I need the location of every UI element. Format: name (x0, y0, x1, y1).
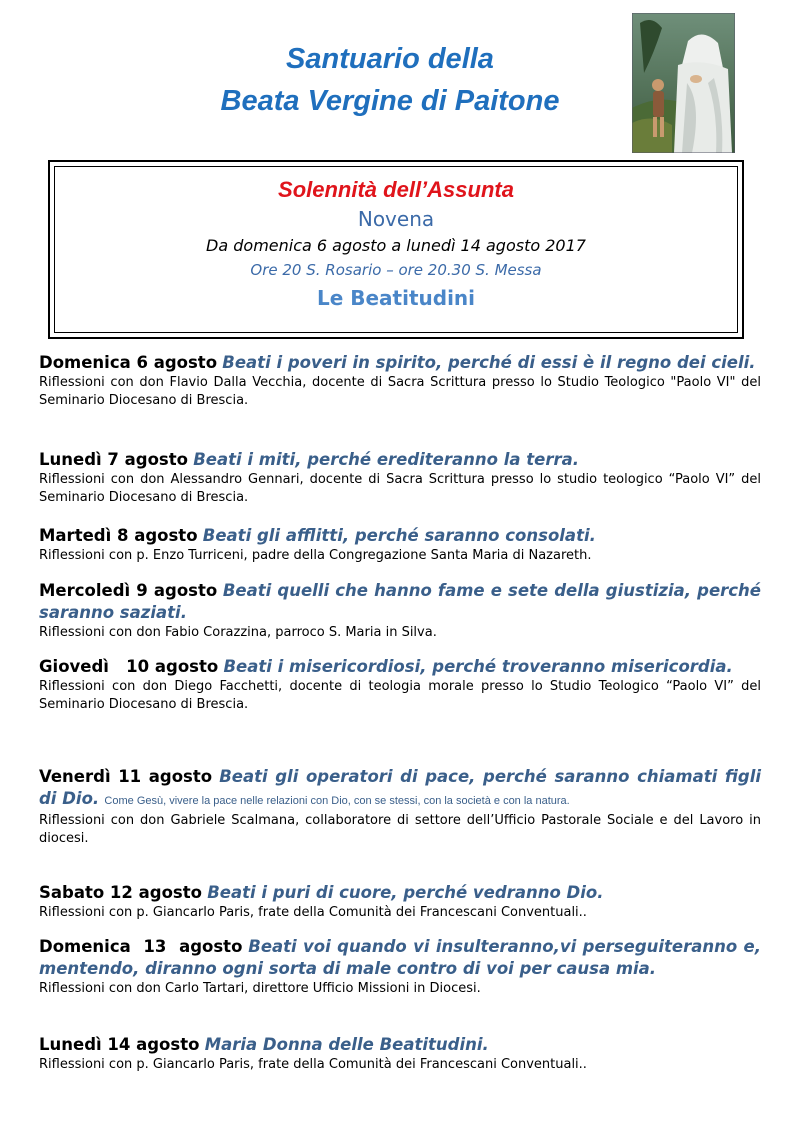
novena-label: Novena (357, 207, 435, 231)
entry-day: Venerdì 11 agosto (39, 767, 213, 786)
entry-heading (39, 656, 761, 678)
entry-description: Riflessioni con p. Giancarlo Paris, frate della Comunità dei Francescani Conventuali.. (39, 905, 587, 920)
entry-day-1 (39, 352, 761, 410)
entry-heading (39, 882, 761, 904)
entry-beatitude: Beati voi quando vi insulteranno,vi perseguiteranno e, mentendo, diranno ogni sorta di male contro di voi per causa mia. (39, 937, 762, 978)
entry-beatitude: Beati gli afflitti, perché saranno consolati. (202, 526, 596, 545)
madonna-painting-image (632, 13, 735, 153)
title-line-1: Santuario della (286, 43, 494, 75)
entry-day-5 (39, 656, 761, 714)
entry-beatitude: Beati i poveri in spirito, perché di essi è il regno dei cieli. (222, 353, 756, 372)
entry-day-3 (39, 525, 761, 565)
entry-heading (39, 936, 761, 980)
entry-day: Domenica 6 agosto (39, 353, 218, 372)
entry-heading (39, 525, 761, 547)
entry-description: Riflessioni con don Gabriele Scalmana, collaboratore di settore dell’Ufficio Pastorale Sociale e del Lavoro in diocesi. (39, 813, 761, 846)
entry-description: Riflessioni con don Fabio Corazzina, parroco S. Maria in Silva. (39, 625, 437, 640)
entry-note: Come Gesù, vivere la pace nelle relazioni con Dio, con se stessi, con la società e con la natura. (104, 795, 570, 807)
title-line-2: Beata Vergine di Paitone (220, 85, 560, 117)
date-range: Da domenica 6 agosto a lunedì 14 agosto 2017 (206, 236, 586, 255)
page-title (150, 38, 630, 122)
entry-day-6 (39, 766, 761, 848)
entry-heading (39, 449, 761, 471)
entry-day: Martedì 8 agosto (39, 526, 198, 545)
entry-beatitude: Maria Donna delle Beatitudini. (204, 1035, 489, 1054)
entry-day-8 (39, 936, 761, 998)
entry-heading (39, 766, 761, 812)
entry-description: Riflessioni con don Flavio Dalla Vecchia, docente di Sacra Scrittura presso lo Studio Teologico "Paolo VI" del Seminario Diocesano di Brescia. (39, 375, 761, 408)
entry-heading (39, 1034, 761, 1056)
entry-day: Sabato 12 agosto (39, 883, 202, 902)
entry-description: Riflessioni con p. Enzo Turriceni, padre della Congregazione Santa Maria di Nazareth. (39, 548, 592, 563)
entry-beatitude: Beati i puri di cuore, perché vedranno Dio. (207, 883, 604, 902)
entry-beatitude: Beati gli operatori di pace, perché saranno chiamati figli di Dio. (39, 767, 762, 808)
entry-beatitude: Beati quelli che hanno fame e sete della giustizia, perché saranno saziati. (39, 581, 761, 622)
entry-heading (39, 352, 761, 374)
entry-day: Domenica 13 agosto (39, 937, 243, 956)
entry-beatitude: Beati i misericordiosi, perché troveranno misericordia. (223, 657, 733, 676)
entry-description: Riflessioni con don Diego Facchetti, docente di teologia morale presso lo Studio Teologico “Paolo VI” del Seminario Diocesano di Brescia. (39, 679, 761, 712)
entry-day-2 (39, 449, 761, 507)
entry-day: Mercoledì 9 agosto (39, 581, 218, 600)
entry-description: Riflessioni con p. Giancarlo Paris, frate della Comunità dei Francescani Conventuali.. (39, 1057, 587, 1072)
entry-day-4 (39, 580, 761, 642)
entry-heading (39, 580, 761, 624)
entry-description: Riflessioni con don Alessandro Gennari, docente di Sacra Scrittura presso lo studio teologico “Paolo VI” del Seminario Diocesano di Brescia. (39, 472, 761, 505)
entry-day: Lunedì 14 agosto (39, 1035, 200, 1054)
entry-beatitude: Beati i miti, perché erediteranno la terra. (193, 450, 580, 469)
entry-description: Riflessioni con don Carlo Tartari, direttore Ufficio Missioni in Diocesi. (39, 981, 481, 996)
entry-day: Lunedì 7 agosto (39, 450, 188, 469)
novena-info-box (48, 160, 744, 339)
entry-day-9 (39, 1034, 761, 1074)
entry-day-7 (39, 882, 761, 922)
event-title: Solennità dell’Assunta (278, 177, 514, 202)
novena-info-inner (54, 166, 738, 333)
theme-title: Le Beatitudini (316, 286, 476, 310)
entry-day: Giovedì 10 agosto (39, 657, 219, 676)
schedule: Ore 20 S. Rosario – ore 20.30 S. Messa (250, 261, 542, 279)
